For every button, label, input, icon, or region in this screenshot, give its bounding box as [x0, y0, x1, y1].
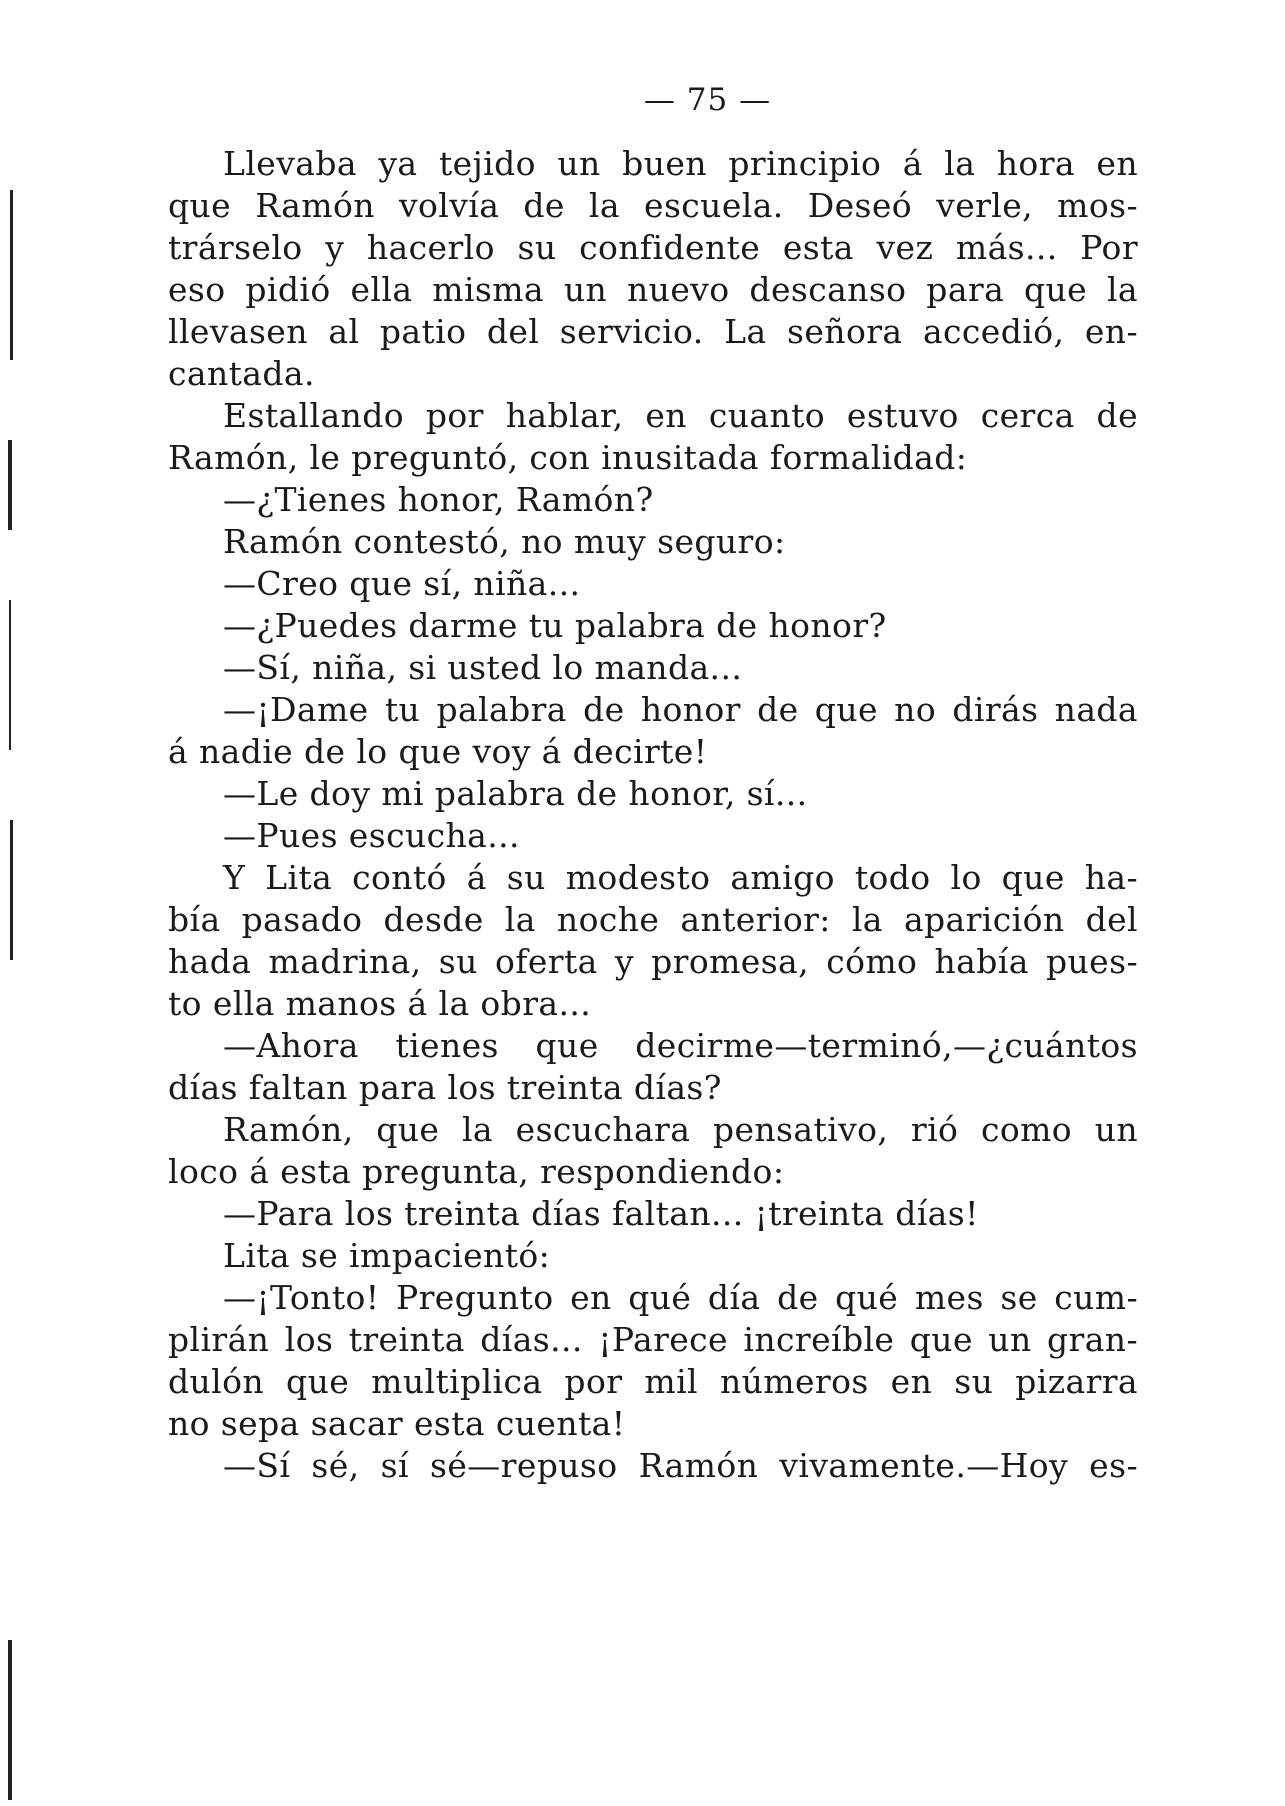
- text-line: —¡Dame tu palabra de honor de que no dirás nada: [223, 690, 1138, 729]
- text-line: eso pidió ella misma un nuevo descanso para que la: [168, 270, 1138, 309]
- page-number: — 75 —: [643, 82, 772, 118]
- text-line: —Para los treinta días faltan... ¡treinta días!: [223, 1194, 979, 1233]
- text-line: á nadie de lo que voy á decirte!: [168, 732, 708, 771]
- text-line: días faltan para los treinta días?: [168, 1068, 722, 1107]
- text-line: —Le doy mi palabra de honor, sí...: [223, 774, 808, 813]
- text-line: —Ahora tienes que decirme—terminó,—¿cuántos: [223, 1026, 1138, 1065]
- text-line: —¡Tonto! Pregunto en qué día de qué mes se cum-: [223, 1278, 1138, 1317]
- text-line: Lita se impacientó:: [223, 1236, 551, 1275]
- text-line: bía pasado desde la noche anterior: la aparición del: [168, 900, 1138, 939]
- text-line: llevasen al patio del servicio. La señora accedió, en-: [168, 312, 1138, 351]
- text-line: Llevaba ya tejido un buen principio á la hora en: [223, 144, 1138, 183]
- text-line: —¿Puedes darme tu palabra de honor?: [223, 606, 887, 645]
- text-line: Ramón, que la escuchara pensativo, rió como un: [223, 1110, 1138, 1149]
- text-line: cantada.: [168, 354, 315, 393]
- text-line: Y Lita contó á su modesto amigo todo lo que ha-: [223, 858, 1138, 897]
- text-line: —Sí sé, sí sé—repuso Ramón vivamente.—Hoy es-: [223, 1446, 1138, 1485]
- text-line: que Ramón volvía de la escuela. Deseó verle, mos-: [168, 186, 1138, 225]
- binding-edge-mark: [10, 820, 13, 960]
- text-line: plirán los treinta días... ¡Parece increíble que un gran-: [168, 1320, 1138, 1359]
- text-line: dulón que multiplica por mil números en su pizarra: [168, 1362, 1138, 1401]
- text-line: Ramón contestó, no muy seguro:: [223, 522, 786, 561]
- text-line: —¿Tienes honor, Ramón?: [223, 480, 654, 519]
- text-line: no sepa sacar esta cuenta!: [168, 1404, 626, 1443]
- binding-edge-mark: [8, 1640, 12, 1800]
- binding-edge-mark: [9, 600, 11, 750]
- text-line: —Creo que sí, niña...: [223, 564, 581, 603]
- text-line: to ella manos á la obra...: [168, 984, 592, 1023]
- text-line: loco á esta pregunta, respondiendo:: [168, 1152, 785, 1191]
- text-line: —Sí, niña, si usted lo manda...: [223, 648, 743, 687]
- binding-edge-mark: [10, 190, 13, 360]
- text-line: Ramón, le preguntó, con inusitada formalidad:: [168, 438, 968, 477]
- text-line: Estallando por hablar, en cuanto estuvo cerca de: [223, 396, 1138, 435]
- binding-edge-mark: [8, 440, 12, 530]
- text-line: hada madrina, su oferta y promesa, cómo había pues-: [168, 942, 1138, 981]
- body-text: [168, 143, 1138, 1487]
- text-line: —Pues escucha...: [223, 816, 520, 855]
- text-line: trárselo y hacerlo su confidente esta vez más... Por: [168, 228, 1138, 267]
